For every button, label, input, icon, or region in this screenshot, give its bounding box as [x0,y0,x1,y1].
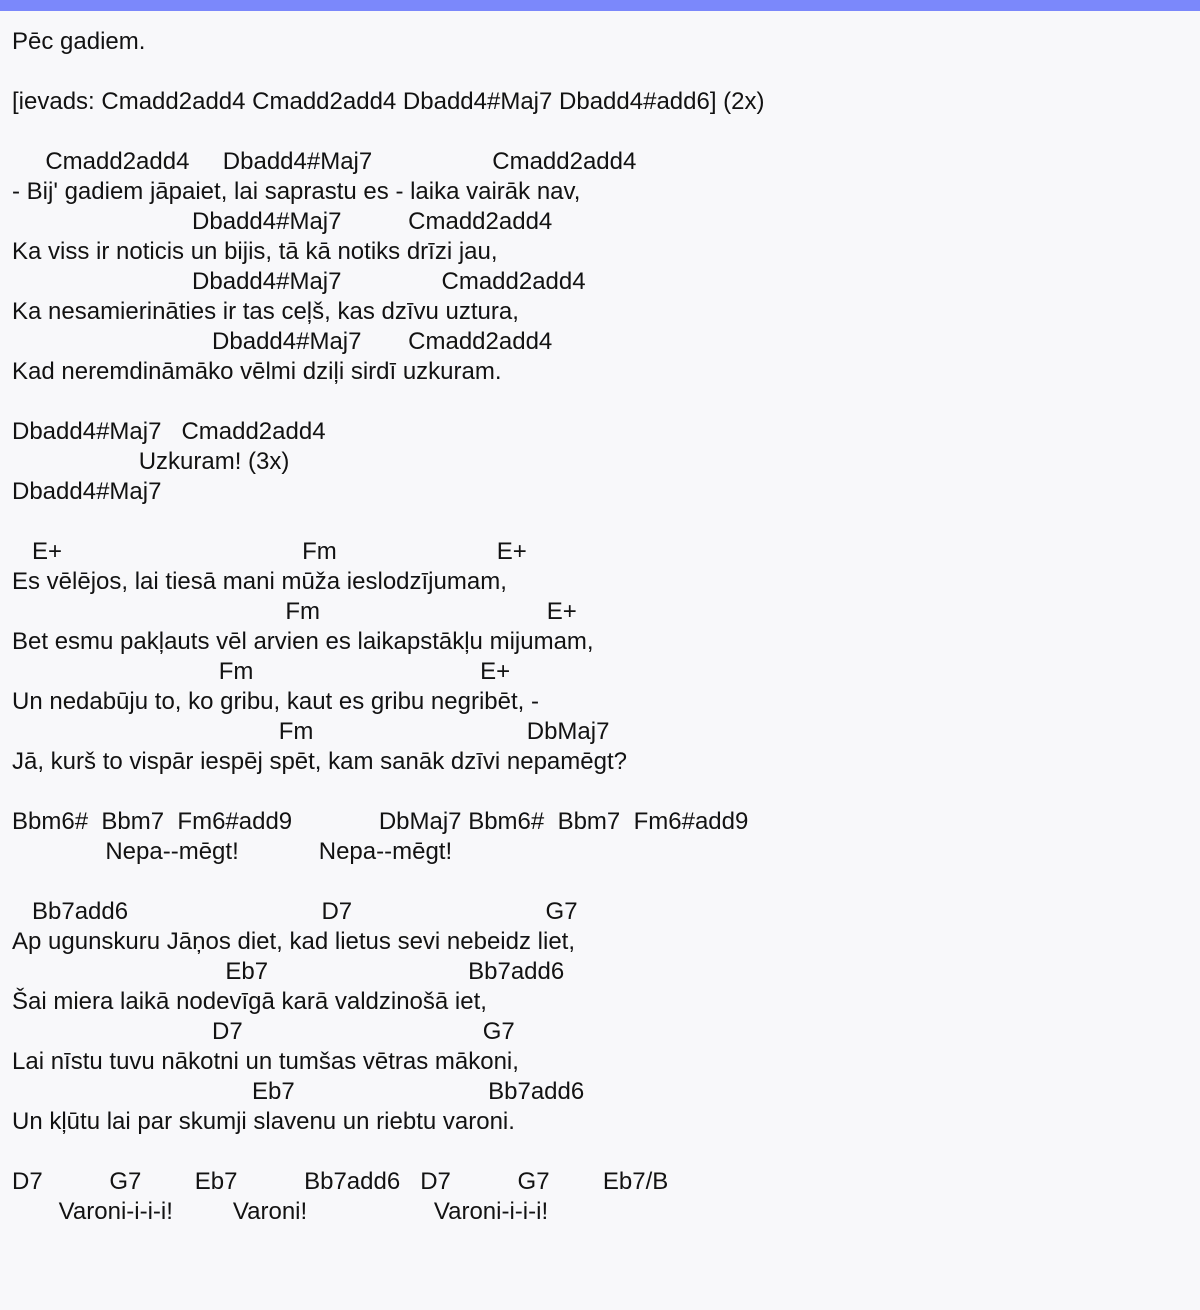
chord-line: Dbadd4#Maj7 Cmadd2add4 [12,208,553,235]
song-chord-sheet [12,27,1192,1227]
sheet-line [12,507,1192,537]
lyric-line: Jā, kurš to vispār iespēj spēt, kam sanāk dzīvi nepamēgt? [12,748,627,775]
lyric-line: Ap ugunskuru Jāņos diet, kad lietus sevi nebeidz liet, [12,928,576,955]
chord-line: Eb7 Bb7add6 [12,958,565,985]
sheet-line [12,387,1192,417]
lyric-line: - Bij' gadiem jāpaiet, lai saprastu es - laika vairāk nav, [12,178,581,205]
chord-line: D7 G7 [12,1018,515,1045]
chord-line: Dbadd4#Maj7 Cmadd2add4 [12,328,553,355]
sheet-line [12,57,1192,87]
sheet-line [12,117,1192,147]
top-accent-bar [0,0,1200,11]
lyric-line: Nepa--mēgt! Nepa--mēgt! [12,838,453,865]
chord-line: Fm E+ [12,658,511,685]
chord-line: Cmadd2add4 Dbadd4#Maj7 Cmadd2add4 [12,148,637,175]
chord-line: Dbadd4#Maj7 Cmadd2add4 [12,268,586,295]
lyric-line: Ka viss ir noticis un bijis, tā kā notiks drīzi jau, [12,238,498,265]
lyric-line: Varoni-i-i-i! Varoni! Varoni-i-i-i! [12,1198,549,1225]
chord-line: Bb7add6 D7 G7 [12,898,578,925]
lyric-line: Kad neremdināmāko vēlmi dziļi sirdī uzkuram. [12,358,502,385]
chord-line: Dbadd4#Maj7 Cmadd2add4 [12,418,326,445]
intro-chords: [ievads: Cmadd2add4 Cmadd2add4 Dbadd4#Maj7 Dbadd4#add6] (2x) [12,88,765,115]
lyric-line: Uzkuram! (3x) [12,448,290,475]
lyric-line: Šai miera laikā nodevīgā karā valdzinošā iet, [12,988,487,1015]
chord-line: Fm DbMaj7 [12,718,610,745]
chord-line: Fm E+ [12,598,577,625]
lyric-line: Lai nīstu tuvu nākotni un tumšas vētras mākoni, [12,1048,519,1075]
sheet-line [12,777,1192,807]
sheet-line [12,867,1192,897]
chord-line: Eb7 Bb7add6 [12,1078,585,1105]
lyric-line: Un kļūtu lai par skumji slavenu un riebtu varoni. [12,1108,515,1135]
chord-line: D7 G7 Eb7 Bb7add6 D7 G7 Eb7/B [12,1168,669,1195]
chord-line: E+ Fm E+ [12,538,527,565]
lyric-line: Un nedabūju to, ko gribu, kaut es gribu negribēt, - [12,688,539,715]
song-title: Pēc gadiem. [12,28,146,55]
lyric-line: Ka nesamierināties ir tas ceļš, kas dzīvu uztura, [12,298,519,325]
sheet-line [12,1137,1192,1167]
chord-line: Dbadd4#Maj7 [12,478,162,505]
chord-line: Bbm6# Bbm7 Fm6#add9 DbMaj7 Bbm6# Bbm7 Fm6#add9 [12,808,749,835]
lyric-line: Bet esmu pakļauts vēl arvien es laikapstākļu mijumam, [12,628,594,655]
lyric-line: Es vēlējos, lai tiesā mani mūža ieslodzījumam, [12,568,507,595]
